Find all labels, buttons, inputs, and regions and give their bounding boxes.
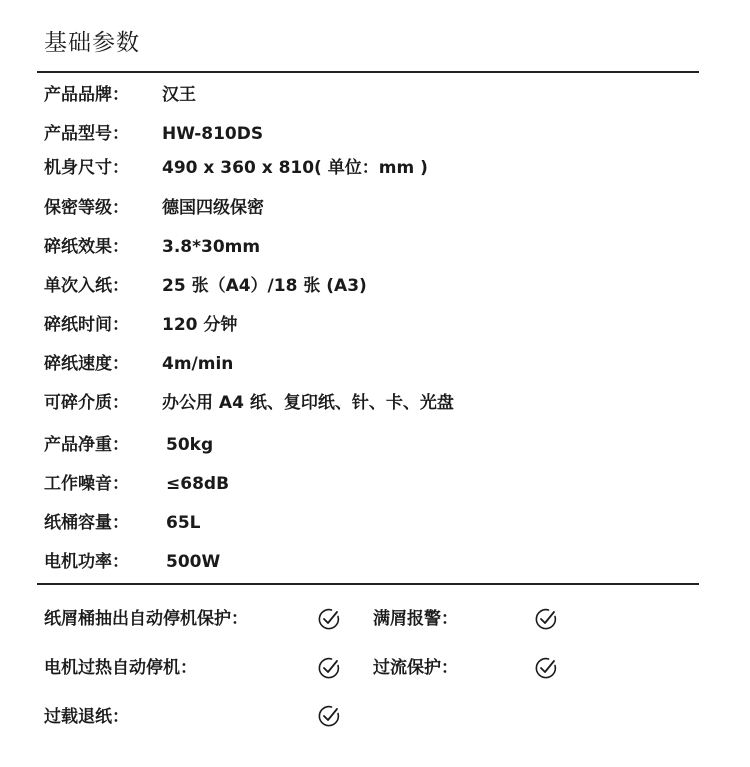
spec-label: 电机功率：: [44, 552, 129, 572]
feature-label: 满屑报警：: [373, 609, 458, 629]
spec-label: 单次入纸：: [44, 276, 129, 296]
spec-label: 机身尺寸：: [44, 158, 129, 178]
spec-value: 办公用 A4 纸、复印纸、针、卡、光盘: [162, 393, 454, 413]
check-circle-icon: [317, 607, 341, 631]
top-divider: [37, 71, 699, 73]
spec-value: HW-810DS: [162, 124, 264, 144]
spec-label: 产品型号：: [44, 124, 129, 144]
spec-label: 碎纸时间：: [44, 315, 129, 335]
page-title: 基础参数: [44, 30, 140, 56]
spec-value: 3.8*30mm: [162, 237, 261, 257]
check-circle-icon: [534, 656, 558, 680]
bottom-divider: [37, 583, 699, 585]
check-circle-icon: [317, 656, 341, 680]
spec-label: 碎纸速度：: [44, 354, 129, 374]
spec-label: 保密等级：: [44, 198, 129, 218]
spec-label: 碎纸效果：: [44, 237, 129, 257]
feature-label: 过流保护：: [373, 658, 458, 678]
spec-value: 500W: [166, 552, 221, 572]
spec-value: 汉王: [162, 85, 196, 105]
feature-label: 电机过热自动停机：: [44, 658, 197, 678]
spec-value: 4m/min: [162, 354, 234, 374]
spec-label: 可碎介质：: [44, 393, 129, 413]
spec-label: 工作噪音：: [44, 474, 129, 494]
check-circle-icon: [317, 704, 341, 728]
spec-value: 120 分钟: [162, 315, 238, 335]
spec-value: 德国四级保密: [162, 198, 264, 218]
spec-label: 产品品牌：: [44, 85, 129, 105]
spec-value: ≤68dB: [166, 474, 230, 494]
check-circle-icon: [534, 607, 558, 631]
spec-value: 50kg: [166, 435, 214, 455]
feature-label: 纸屑桶抽出自动停机保护：: [44, 609, 248, 629]
spec-value: 65L: [166, 513, 201, 533]
feature-label: 过载退纸：: [44, 707, 129, 727]
spec-value: 25 张（A4）/18 张 (A3): [162, 276, 367, 296]
spec-label: 纸桶容量：: [44, 513, 129, 533]
spec-value: 490 x 360 x 810( 单位：mm ): [162, 158, 428, 178]
spec-label: 产品净重：: [44, 435, 129, 455]
